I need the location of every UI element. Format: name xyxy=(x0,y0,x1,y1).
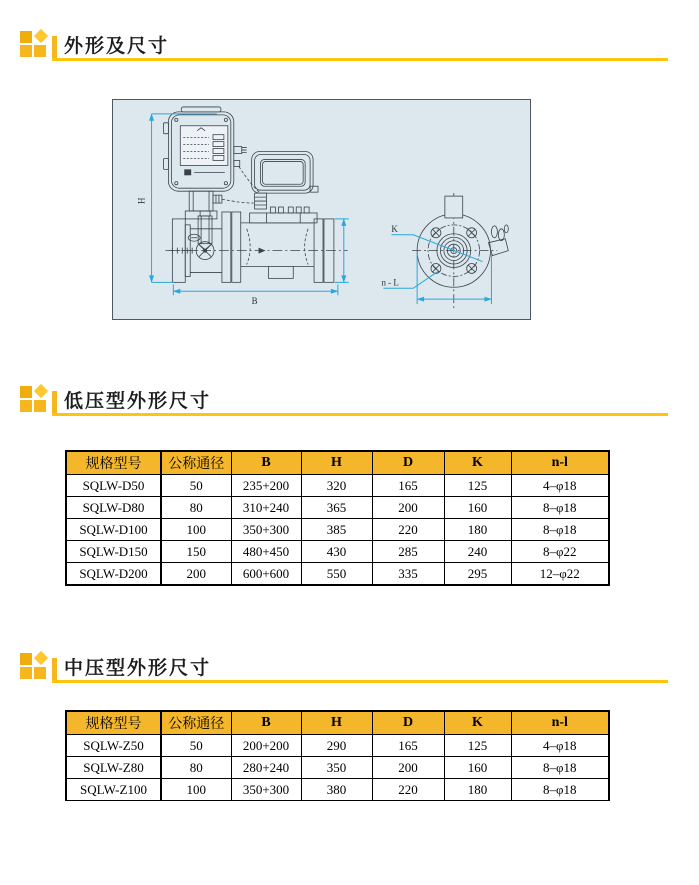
table-cell: 160 xyxy=(444,757,511,779)
section-underline xyxy=(52,680,668,683)
table-cell: 125 xyxy=(444,475,511,497)
table-cell: 165 xyxy=(372,735,444,757)
section-underline xyxy=(52,58,668,61)
table-cell: 50 xyxy=(161,735,231,757)
table-cell: 165 xyxy=(372,475,444,497)
table-cell: 350+300 xyxy=(231,519,301,541)
table-cell: SQLW-D100 xyxy=(66,519,161,541)
dim-label-k: K xyxy=(391,223,398,234)
table-cell: 200 xyxy=(372,757,444,779)
table-row xyxy=(66,541,609,563)
table-cell: 290 xyxy=(301,735,372,757)
table-cell: 200 xyxy=(161,563,231,586)
column-header: K xyxy=(444,451,511,475)
section-underline xyxy=(52,413,668,416)
column-header: 规格型号 xyxy=(66,451,161,475)
table-cell: 12–φ22 xyxy=(511,563,609,586)
table-row xyxy=(66,779,609,801)
table-cell: 8–φ18 xyxy=(511,757,609,779)
table-cell: 310+240 xyxy=(231,497,301,519)
mid-pressure-table xyxy=(65,710,610,801)
table-header-row xyxy=(66,451,609,475)
table-row xyxy=(66,475,609,497)
table-cell: 50 xyxy=(161,475,231,497)
column-header: B xyxy=(231,451,301,475)
table-cell: SQLW-Z80 xyxy=(66,757,161,779)
section-title: 外形及尺寸 xyxy=(64,36,170,57)
column-header: n-l xyxy=(511,451,609,475)
table-cell: 200 xyxy=(372,497,444,519)
column-header: H xyxy=(301,451,372,475)
table-cell: 200+200 xyxy=(231,735,301,757)
table-cell: 8–φ18 xyxy=(511,519,609,541)
column-header: B xyxy=(231,711,301,735)
section-marker-icon xyxy=(20,385,47,412)
actuator-unit xyxy=(250,152,318,223)
column-header: 公称通径 xyxy=(161,451,231,475)
section-header-low-pressure xyxy=(20,385,668,415)
column-header: H xyxy=(301,711,372,735)
section-accent-bar xyxy=(52,391,57,414)
table-cell: 380 xyxy=(301,779,372,801)
column-header: D xyxy=(372,711,444,735)
table-header-row xyxy=(66,711,609,735)
table-cell: 350+300 xyxy=(231,779,301,801)
table-cell: SQLW-D80 xyxy=(66,497,161,519)
front-view xyxy=(163,107,347,282)
table-cell: 320 xyxy=(301,475,372,497)
table-cell: 160 xyxy=(444,497,511,519)
table-cell: 480+450 xyxy=(231,541,301,563)
table-row xyxy=(66,519,609,541)
table-cell: 335 xyxy=(372,563,444,586)
table-cell: 4–φ18 xyxy=(511,735,609,757)
section-title: 中压型外形尺寸 xyxy=(64,658,212,679)
column-header: n-l xyxy=(511,711,609,735)
low-pressure-table xyxy=(65,450,610,586)
table-cell: 280+240 xyxy=(231,757,301,779)
table-row xyxy=(66,563,609,586)
section-header-mid-pressure xyxy=(20,652,668,682)
table-cell: 600+600 xyxy=(231,563,301,586)
table-cell: 80 xyxy=(161,497,231,519)
table-cell: 235+200 xyxy=(231,475,301,497)
column-header: D xyxy=(372,451,444,475)
table-row xyxy=(66,497,609,519)
meter-outline-diagram xyxy=(113,100,530,319)
table-row xyxy=(66,757,609,779)
section-marker-icon xyxy=(20,652,47,679)
dim-label-nl: n - L xyxy=(381,277,399,288)
table-cell: SQLW-Z50 xyxy=(66,735,161,757)
table-cell: 220 xyxy=(372,519,444,541)
table-cell: 100 xyxy=(161,519,231,541)
section-accent-bar xyxy=(52,658,57,681)
table-row xyxy=(66,735,609,757)
table-cell: 4–φ18 xyxy=(511,475,609,497)
section-marker-icon xyxy=(20,30,47,57)
table-cell: SQLW-D200 xyxy=(66,563,161,586)
lcd-screen xyxy=(180,126,228,166)
table-cell: 550 xyxy=(301,563,372,586)
table-cell: SQLW-D50 xyxy=(66,475,161,497)
table-cell: 385 xyxy=(301,519,372,541)
table-cell: 365 xyxy=(301,497,372,519)
table-cell: 285 xyxy=(372,541,444,563)
valve-mechanism xyxy=(169,211,214,260)
table-cell: 430 xyxy=(301,541,372,563)
table-cell: 150 xyxy=(161,541,231,563)
table-cell: 240 xyxy=(444,541,511,563)
table-cell: 180 xyxy=(444,779,511,801)
table-cell: 8–φ18 xyxy=(511,497,609,519)
table-cell: 295 xyxy=(444,563,511,586)
section-accent-bar xyxy=(52,36,57,59)
table-cell: 80 xyxy=(161,757,231,779)
dim-label-h: H xyxy=(136,197,147,205)
table-cell: SQLW-Z100 xyxy=(66,779,161,801)
dim-label-b: B xyxy=(251,296,258,307)
column-header: 公称通径 xyxy=(161,711,231,735)
table-cell: SQLW-D150 xyxy=(66,541,161,563)
pipe-body xyxy=(165,212,347,282)
dimension-drawing xyxy=(112,99,531,320)
column-header: K xyxy=(444,711,511,735)
section-title: 低压型外形尺寸 xyxy=(64,391,212,412)
column-header: 规格型号 xyxy=(66,711,161,735)
table-cell: 350 xyxy=(301,757,372,779)
section-header-outline xyxy=(20,30,668,60)
end-view xyxy=(412,193,508,308)
table-cell: 100 xyxy=(161,779,231,801)
table-cell: 125 xyxy=(444,735,511,757)
table-cell: 180 xyxy=(444,519,511,541)
brand-logo-mark xyxy=(184,169,191,175)
table-cell: 220 xyxy=(372,779,444,801)
table-cell: 8–φ18 xyxy=(511,779,609,801)
table-cell: 8–φ22 xyxy=(511,541,609,563)
